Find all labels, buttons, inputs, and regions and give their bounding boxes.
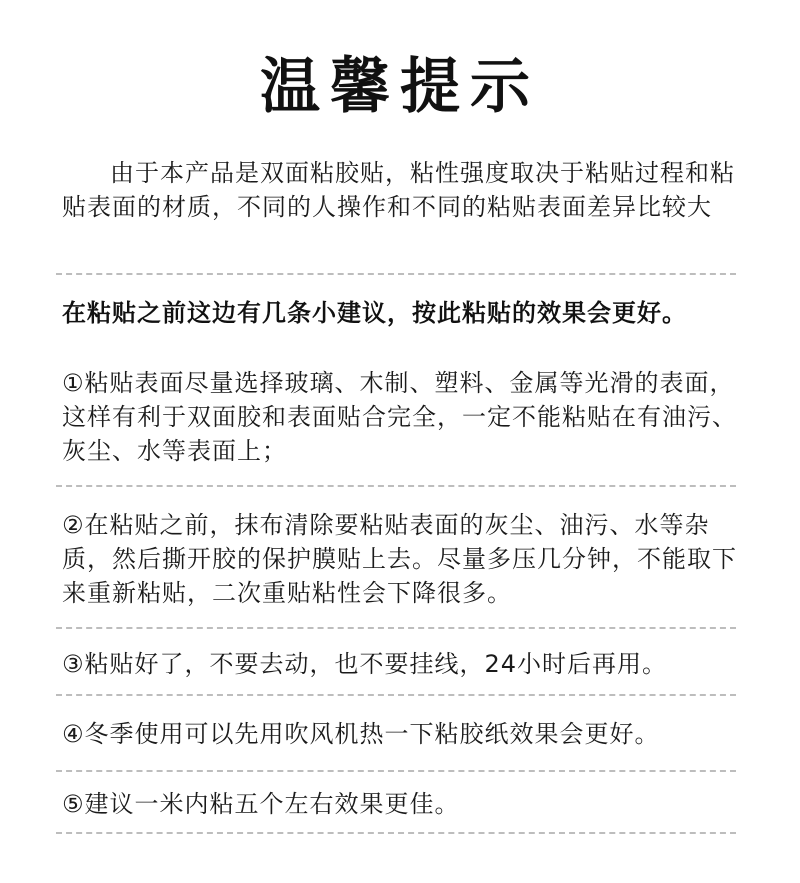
tip-2: ②在粘贴之前，抹布清除要粘贴表面的灰尘、油污、水等杂质，然后撕开胶的保护膜贴上去。尽量多压几分钟，不能取下来重新粘贴，二次重贴粘性会下降很多。 xyxy=(62,511,737,607)
tip-3: ③粘贴好了，不要去动，也不要挂线，24小时后再用。 xyxy=(62,650,668,678)
advice-heading: 在粘贴之前这边有几条小建议，按此粘贴的效果会更好。 xyxy=(62,299,687,327)
tip-5: ⑤建议一米内粘五个左右效果更佳。 xyxy=(62,790,460,818)
dashed-divider xyxy=(56,627,736,629)
dashed-divider xyxy=(56,273,736,275)
tip-1: ①粘贴表面尽量选择玻璃、木制、塑料、金属等光滑的表面，这样有利于双面胶和表面贴合完全，一定不能粘贴在有油污、灰尘、水等表面上； xyxy=(62,369,737,465)
dashed-divider xyxy=(56,485,736,487)
intro-paragraph: 由于本产品是双面粘胶贴，粘性强度取决于粘贴过程和粘贴表面的材质，不同的人操作和不同的粘贴表面差异比较大 xyxy=(62,159,735,221)
page-title: 温馨提示 xyxy=(260,52,540,122)
tip-4: ④冬季使用可以先用吹风机热一下粘胶纸效果会更好。 xyxy=(62,720,660,748)
dashed-divider xyxy=(56,832,736,834)
dashed-divider xyxy=(56,770,736,772)
dashed-divider xyxy=(56,694,736,696)
